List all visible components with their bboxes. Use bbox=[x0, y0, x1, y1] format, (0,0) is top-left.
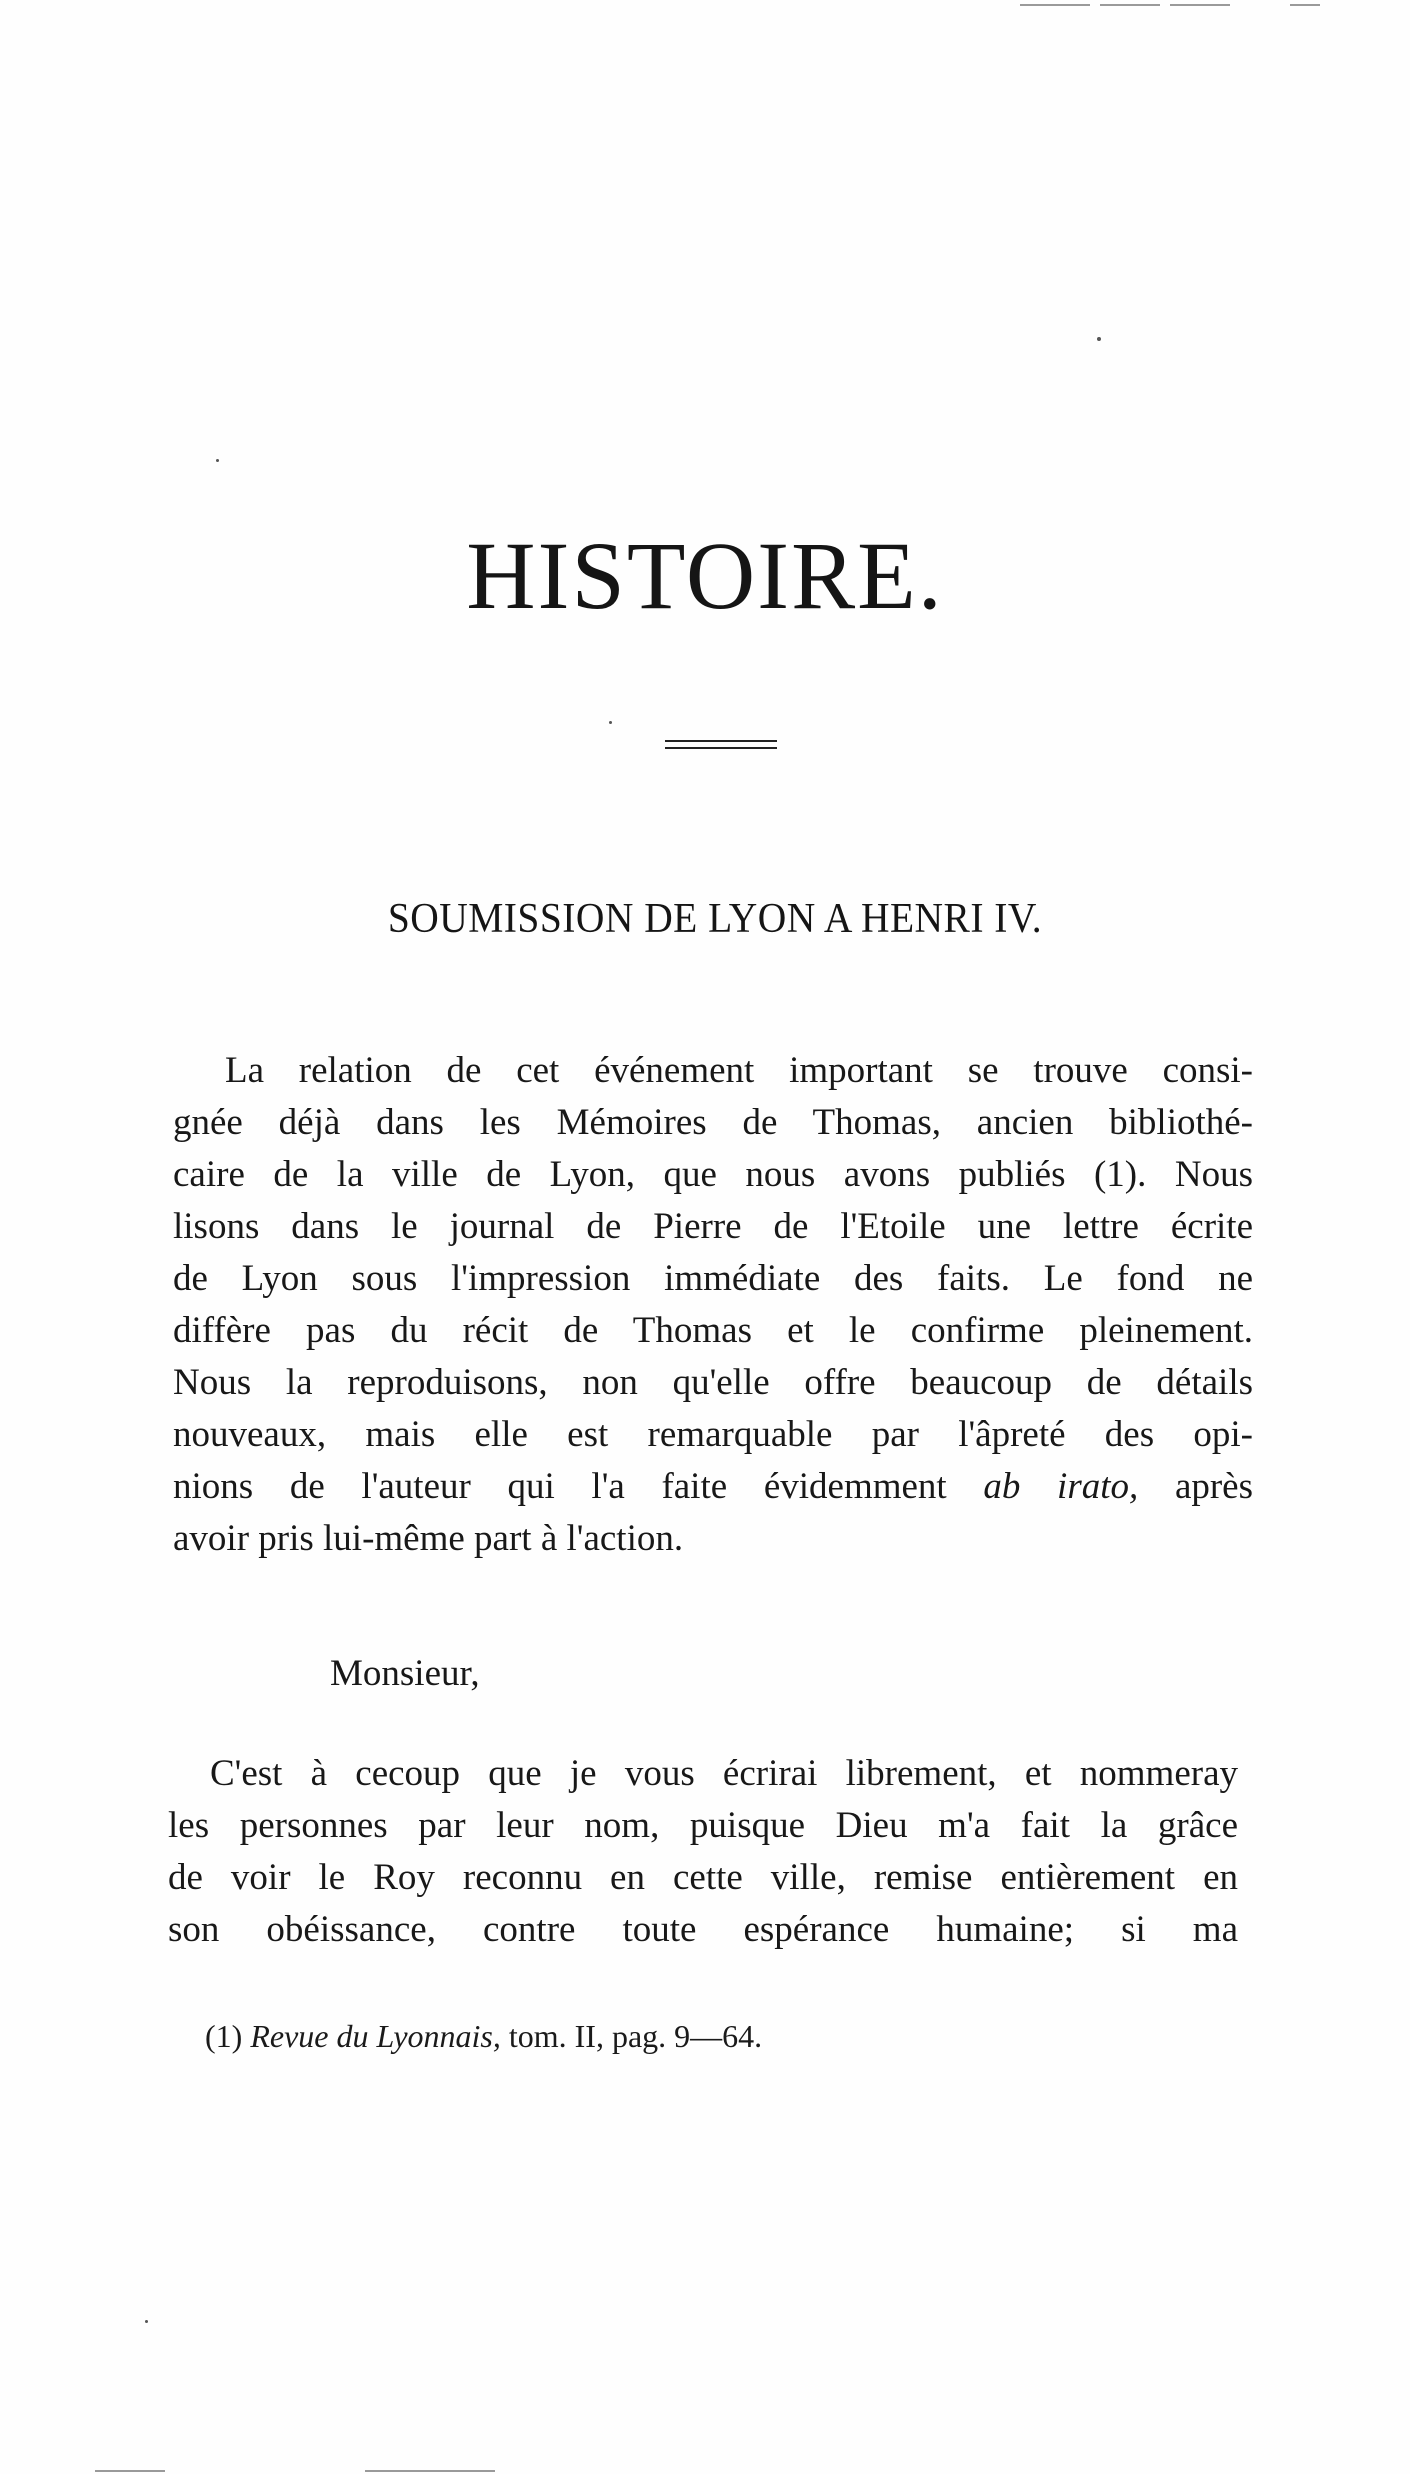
text-segment: après bbox=[1174, 1466, 1254, 1507]
text-line: nouveaux, mais elle est remarquable par l'âpreté des opi- bbox=[173, 1414, 1253, 1455]
edge-mark bbox=[1100, 4, 1160, 6]
footnote-source-title: Revue du Lyonnais, bbox=[250, 2018, 501, 2054]
text-segment: nions de l'auteur qui l'a faite évidemment bbox=[173, 1466, 947, 1507]
text-line: gnée déjà dans les Mémoires de Thomas, ancien bibliothé- bbox=[173, 1102, 1253, 1143]
text-line: de Lyon sous l'impression immédiate des faits. Le fond ne bbox=[173, 1258, 1253, 1299]
text-line: de voir le Roy reconnu en cette ville, remise entièrement en bbox=[168, 1857, 1238, 1898]
letter-salutation: Monsieur, bbox=[330, 1653, 480, 1694]
footnote-reference: tom. II, pag. 9—64. bbox=[508, 2018, 763, 2054]
text-line: avoir pris lui-même part à l'action. bbox=[173, 1518, 684, 1559]
rule-line-bottom bbox=[665, 747, 777, 749]
text-line: C'est à cecoup que je vous écrirai librement, et nommeray bbox=[210, 1753, 1238, 1794]
footnote bbox=[205, 2018, 762, 2055]
edge-mark bbox=[1020, 4, 1090, 6]
text-line: diffère pas du récit de Thomas et le confirme pleinement. bbox=[173, 1310, 1253, 1351]
edge-mark bbox=[1290, 4, 1320, 6]
text-line bbox=[173, 1461, 1253, 1513]
text-line: La relation de cet événement important se trouve consi- bbox=[225, 1050, 1253, 1091]
section-heading: SOUMISSION DE LYON A HENRI IV. bbox=[387, 896, 1043, 942]
intro-paragraph bbox=[173, 1045, 1253, 1565]
text-line: lisons dans le journal de Pierre de l'Etoile une lettre écrite bbox=[173, 1206, 1253, 1247]
ink-speck bbox=[1097, 337, 1101, 341]
edge-mark bbox=[95, 2470, 165, 2472]
footnote-marker: (1) bbox=[205, 2018, 243, 2054]
text-line: les personnes par leur nom, puisque Dieu m'a fait la grâce bbox=[168, 1805, 1238, 1846]
text-line: son obéissance, contre toute espérance humaine; si ma bbox=[168, 1909, 1238, 1950]
ink-speck bbox=[145, 2320, 148, 2323]
edge-mark bbox=[365, 2470, 495, 2472]
latin-phrase: ab irato, bbox=[983, 1466, 1139, 1507]
text-line: caire de la ville de Lyon, que nous avons publiés (1). Nous bbox=[173, 1154, 1253, 1195]
edge-mark bbox=[1170, 4, 1230, 6]
ink-speck bbox=[216, 459, 219, 462]
text-line: Nous la reproduisons, non qu'elle offre beaucoup de détails bbox=[173, 1362, 1253, 1403]
title-double-rule bbox=[665, 740, 777, 750]
letter-paragraph bbox=[168, 1748, 1238, 1956]
page-title: HISTOIRE. bbox=[466, 522, 944, 629]
rule-line-top bbox=[665, 740, 777, 742]
ink-speck bbox=[609, 721, 612, 724]
